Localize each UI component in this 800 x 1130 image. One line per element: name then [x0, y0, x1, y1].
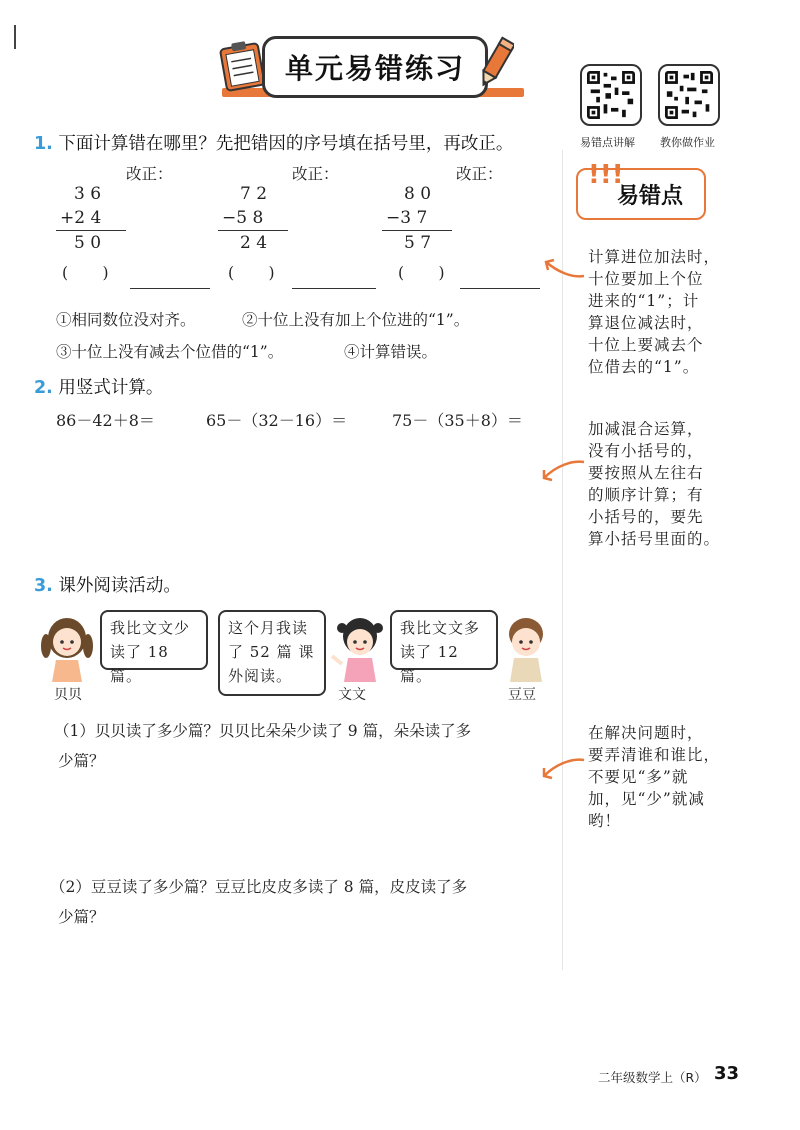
answer-paren-3[interactable]: ( ): [398, 264, 445, 282]
bubble-line: 我比文文少: [110, 619, 191, 637]
note-line: 位借去的“1”。: [588, 358, 700, 376]
banner-box: [262, 36, 488, 98]
note-line: 算小括号里面的。: [588, 530, 721, 548]
note-line: 没有小括号的，: [588, 442, 704, 460]
expr-1: 86－42＋8＝: [56, 411, 155, 430]
calc-top: 3 6: [74, 184, 102, 204]
speech-bubble-wenwen: [218, 610, 326, 696]
calc-top: 8 0: [404, 184, 432, 204]
name-doudou: 豆豆: [508, 687, 536, 703]
calc-result: 5 0: [74, 233, 102, 253]
bubble-line: 我比文文多: [400, 619, 481, 637]
correction-blank-3[interactable]: [460, 288, 540, 289]
calc-bottom: 5 8: [236, 208, 264, 228]
page-number: 33: [714, 1063, 740, 1084]
note-line: 不要见“多”就: [588, 768, 689, 786]
note-line: 计算进位加法时，: [588, 248, 721, 266]
bubble-line: 了 52 篇 课: [228, 643, 315, 661]
q3-sub1: [54, 716, 554, 776]
calc-bottom: 2 4: [74, 208, 102, 228]
note-line: 算退位减法时，: [588, 314, 704, 332]
note-line: 加，见“少”就减: [588, 790, 705, 808]
note-line: 的顺序计算；有: [588, 486, 704, 504]
speech-bubble-beibei: [100, 610, 208, 685]
q1-heading: [34, 130, 513, 155]
note-line: 哟！: [588, 812, 622, 830]
q3-heading: [34, 572, 181, 597]
calc-operator: +: [60, 208, 75, 228]
sub1-line: （1）贝贝读了多少篇？贝贝比朵朵少读了 9 篇，朵朵读了多: [54, 722, 472, 740]
book-label: 二年级数学上（R）: [598, 1070, 707, 1085]
q2-heading: [34, 374, 163, 399]
calc-result: 5 7: [404, 233, 432, 253]
girl-beibei-illustration: [38, 612, 96, 684]
speech-bubble-doudou: [390, 610, 498, 685]
correction-blank-2[interactable]: [292, 288, 376, 289]
name-wenwen: 文文: [338, 687, 366, 703]
side-note-2: [588, 418, 728, 550]
bubble-line: 读了 18 篇。: [110, 643, 169, 685]
q3-title: 课外阅读活动。: [58, 576, 181, 596]
arrow-icon: [536, 458, 586, 486]
arrow-icon: [538, 254, 586, 280]
qr-label-left: 易错点讲解: [580, 136, 635, 149]
qr-label-right: 教你做作业: [660, 136, 715, 149]
q3-sub2: [50, 872, 560, 932]
bubble-line: 外阅读。: [228, 667, 293, 685]
qr-code-left[interactable]: [580, 64, 642, 126]
q1-number: 1.: [34, 134, 53, 154]
note-line: 加减混合运算，: [588, 420, 704, 438]
side-note-3: [588, 722, 728, 832]
calc-bottom: 3 7: [400, 208, 428, 228]
correction-label: 改正：: [292, 165, 339, 183]
calc-top: 7 2: [240, 184, 268, 204]
sub1-line: 少篇？: [58, 752, 105, 770]
error-point-label: 易错点: [616, 183, 683, 209]
calc-result: 2 4: [240, 233, 268, 253]
note-line: 在解决问题时，: [588, 724, 704, 742]
calc-operator: −: [386, 208, 401, 228]
calc-operator: −: [222, 208, 237, 228]
option-3: ③十位上没有减去个位借的“1”。: [56, 343, 284, 361]
note-line: 要按照从左往右: [588, 464, 704, 482]
q1-title: 下面计算错在哪里？先把错因的序号填在括号里，再改正。: [58, 134, 514, 154]
side-note-1: [588, 246, 728, 378]
option-1: ①相同数位没对齐。: [56, 311, 196, 329]
answer-paren-1[interactable]: ( ): [62, 264, 109, 282]
answer-paren-2[interactable]: ( ): [228, 264, 275, 282]
vertical-calc-1: [60, 182, 126, 255]
boy-doudou-illustration: [496, 612, 556, 684]
sub2-line: （2）豆豆读了多少篇？豆豆比皮皮多读了 8 篇，皮皮读了多: [50, 878, 468, 896]
girl-wenwen-illustration: [330, 612, 390, 684]
clipboard-icon: [216, 37, 268, 94]
margin-mark: [14, 25, 16, 49]
qr-code-right[interactable]: [658, 64, 720, 126]
option-2: ②十位上没有加上个位进的“1”。: [242, 311, 470, 329]
correction-blank-1[interactable]: [130, 288, 210, 289]
sub2-line: 少篇？: [58, 908, 105, 926]
note-line: 十位上要减去个: [588, 336, 704, 354]
name-beibei: 贝贝: [54, 687, 82, 703]
correction-label: 改正：: [126, 165, 173, 183]
q3-number: 3.: [34, 576, 53, 596]
bubble-line: 这个月我读: [228, 619, 309, 637]
note-line: 小括号的，要先: [588, 508, 704, 526]
q2-title: 用竖式计算。: [58, 378, 164, 398]
q2-number: 2.: [34, 378, 53, 398]
exclamation-icon: !!!: [588, 160, 624, 190]
page-title: 单元易错练习: [284, 52, 465, 85]
vertical-calc-2: [222, 182, 288, 255]
pencil-icon: [478, 36, 514, 90]
option-4: ④计算错误。: [344, 343, 438, 361]
note-line: 进来的“1”；计: [588, 292, 700, 310]
bubble-line: 读了 12 篇。: [400, 643, 459, 685]
correction-label: 改正：: [456, 165, 503, 183]
vertical-calc-3: [386, 182, 452, 255]
expr-2: 65－（32－16）＝: [206, 411, 348, 430]
note-line: 十位要加上个位: [588, 270, 704, 288]
note-line: 要弄清谁和谁比，: [588, 746, 721, 764]
expr-3: 75－（35＋8）＝: [392, 411, 523, 430]
